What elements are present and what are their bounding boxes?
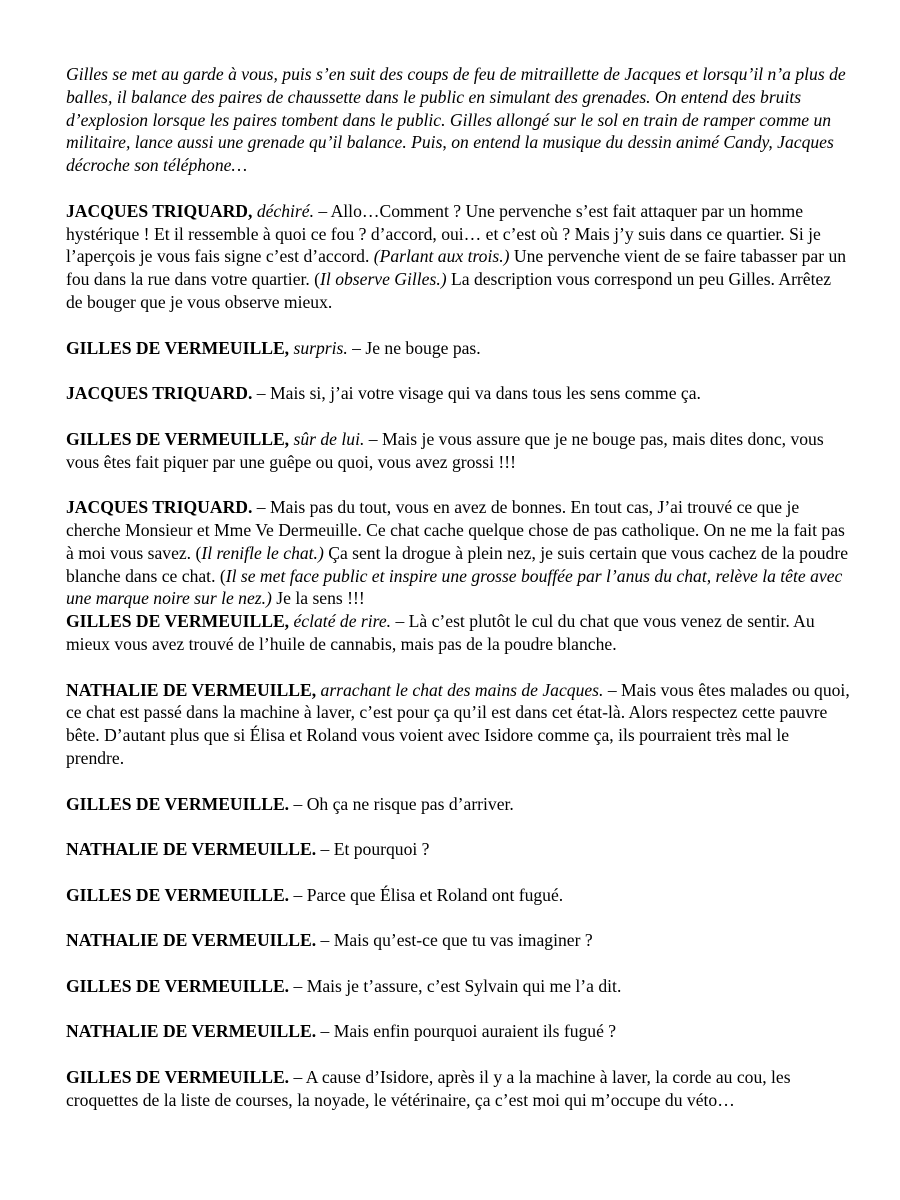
- speaker-name: GILLES DE VERMEUILLE.: [66, 1067, 290, 1088]
- stage-direction: Gilles se met au garde à vous, puis s’en suit des coups de feu de mitraillette de Jacques et lorsqu’il n’a plus de balles, il balance des paires de chaussette dans le public en simulant des grenades. On entend des bruits d’explosion lorsque les paires tombent dans le public. Gilles allongé sur le sol en train de ramper comme un militaire, lance aussi une grenade qu’il balance. Puis: [66, 64, 846, 153]
- stage-direction: sûr de lui.: [293, 428, 365, 449]
- dialogue-text: – Mais pas du tout, vous en avez de bonnes. En tout cas, J’ai trouvé ce que je cherche Monsieur et Mme Ve Dermeuille. Ce chat cache quelque chose de pas catholique. On ne me la fait pas à moi vous savez. (: [66, 497, 845, 563]
- dialogue-paragraph: [66, 838, 850, 861]
- stage-direction: arrachant le chat des mains de Jacques.: [320, 679, 604, 700]
- dialogue-text: – Mais vous êtes malades ou quoi, ce chat est passé dans la machine à laver, c’est pour ça qu’il est dans cet état-là. Alors respectez cette pauvre bête. D’autant plus que si Élisa et Roland vous voient avec Isidore comme ça, ils pourraient très mal le prendre.: [66, 679, 850, 768]
- dialogue-text: – Oh ça ne risque pas d’arriver.: [289, 793, 514, 814]
- stage-direction: Il se met face public et inspire une grosse bouffée par l’anus du chat, relève la tête avec une marque noire sur le nez.): [66, 565, 843, 609]
- paragraph-spacer: [66, 656, 850, 679]
- stage-direction: déchiré.: [256, 200, 314, 221]
- dialogue-text: – Mais si, j’ai votre visage qui va dans tous les sens comme ça.: [252, 383, 701, 404]
- dialogue-paragraph: [66, 793, 850, 816]
- speaker-name: NATHALIE DE VERMEUILLE.: [66, 930, 317, 951]
- dialogue-text: – Mais je t’assure, c’est Sylvain qui me l’a dit.: [289, 975, 622, 996]
- paragraph-spacer: [66, 861, 850, 884]
- speaker-name: GILLES DE VERMEUILLE,: [66, 611, 290, 632]
- dialogue-text: Ça sent la drogue à plein nez, je suis certain que vous cachez de la poudre blanche dans ce chat. (: [66, 542, 848, 586]
- paragraph-spacer: [66, 359, 850, 382]
- paragraph-spacer: [66, 473, 850, 496]
- speaker-name: GILLES DE VERMEUILLE,: [66, 428, 290, 449]
- dialogue-text: Une pervenche vient de se faire tabasser par un fou dans la rue dans votre quartier. (: [66, 246, 847, 290]
- speaker-name: JACQUES TRIQUARD,: [66, 200, 253, 221]
- dialogue-text: ,: [442, 132, 447, 153]
- stage-direction: (Parlant aux trois.): [373, 246, 510, 267]
- dialogue-text: Je la sens !!!: [271, 588, 365, 609]
- dialogue-paragraph: [66, 929, 850, 952]
- speaker-name: NATHALIE DE VERMEUILLE.: [66, 1021, 317, 1042]
- speaker-name: NATHALIE DE VERMEUILLE,: [66, 679, 317, 700]
- speaker-name: GILLES DE VERMEUILLE.: [66, 975, 290, 996]
- dialogue-paragraph: [66, 884, 850, 907]
- dialogue-text: – Allo…Comment ? Une pervenche s’est fait attaquer par un homme hystérique ! Et il ressemble à quoi ce fou ? d’accord, oui… et c’est où ? Mais j’y suis dans ce quartier. Si je l’aperçois je vous fais signe c’est d’accord.: [66, 200, 821, 267]
- dialogue-paragraph: [66, 337, 850, 360]
- stage-direction: éclaté de rire.: [293, 611, 392, 632]
- paragraph-spacer: [66, 177, 850, 200]
- stage-direction-paragraph: [66, 63, 850, 177]
- paragraph-spacer: [66, 314, 850, 337]
- dialogue-text: La description vous correspond un peu Gilles. Arrêtez de bouger que je vous observe mieux.: [66, 269, 832, 312]
- paragraph-spacer: [66, 952, 850, 975]
- paragraph-spacer: [66, 906, 850, 929]
- paragraph-spacer: [66, 998, 850, 1021]
- paragraph-spacer: [66, 815, 850, 838]
- dialogue-paragraph: [66, 496, 850, 610]
- dialogue-text: – Parce que Élisa et Roland ont fugué.: [289, 884, 564, 905]
- dialogue-paragraph: [66, 1020, 850, 1043]
- stage-direction: on entend la musique du dessin animé Candy, Jacques décroche son téléphone…: [66, 132, 834, 176]
- paragraph-spacer: [66, 770, 850, 793]
- dialogue-text: – Je ne bouge pas.: [347, 337, 481, 358]
- dialogue-paragraph: [66, 679, 850, 770]
- stage-direction: Il renifle le chat.): [201, 542, 324, 563]
- speaker-name: NATHALIE DE VERMEUILLE.: [66, 839, 317, 860]
- paragraph-spacer: [66, 405, 850, 428]
- dialogue-paragraph: [66, 200, 850, 314]
- speaker-name: GILLES DE VERMEUILLE,: [66, 337, 290, 358]
- speaker-name: JACQUES TRIQUARD.: [66, 497, 253, 518]
- dialogue-text: – Mais qu’est-ce que tu vas imaginer ?: [316, 930, 593, 951]
- dialogue-paragraph: [66, 428, 850, 474]
- dialogue-text: – A cause d’Isidore, après il y a la machine à laver, la corde au cou, les croquettes de la liste de courses, la noyade, le vétérinaire, ça c’est moi qui m’occupe du véto…: [66, 1067, 791, 1110]
- dialogue-text: – Là c’est plutôt le cul du chat que vous venez de sentir. Au mieux vous avez trouvé de l’huile de cannabis, mais pas de la poudre blanche.: [66, 611, 815, 654]
- dialogue-paragraph: [66, 382, 850, 405]
- dialogue-text: – Mais enfin pourquoi auraient ils fugué ?: [316, 1021, 617, 1042]
- dialogue-paragraph: [66, 610, 850, 656]
- dialogue-text: – Mais je vous assure que je ne bouge pas, mais dites donc, vous vous êtes fait piquer par une guêpe ou quoi, vous avez grossi !!!: [66, 428, 824, 472]
- dialogue-paragraph: [66, 1066, 850, 1112]
- speaker-name: GILLES DE VERMEUILLE.: [66, 793, 290, 814]
- speaker-name: GILLES DE VERMEUILLE.: [66, 884, 290, 905]
- dialogue-text: – Et pourquoi ?: [316, 839, 430, 860]
- paragraph-spacer: [66, 1043, 850, 1066]
- stage-direction: surpris.: [293, 337, 348, 358]
- dialogue-paragraph: [66, 975, 850, 998]
- speaker-name: JACQUES TRIQUARD.: [66, 383, 253, 404]
- stage-direction: Il observe Gilles.): [320, 269, 447, 290]
